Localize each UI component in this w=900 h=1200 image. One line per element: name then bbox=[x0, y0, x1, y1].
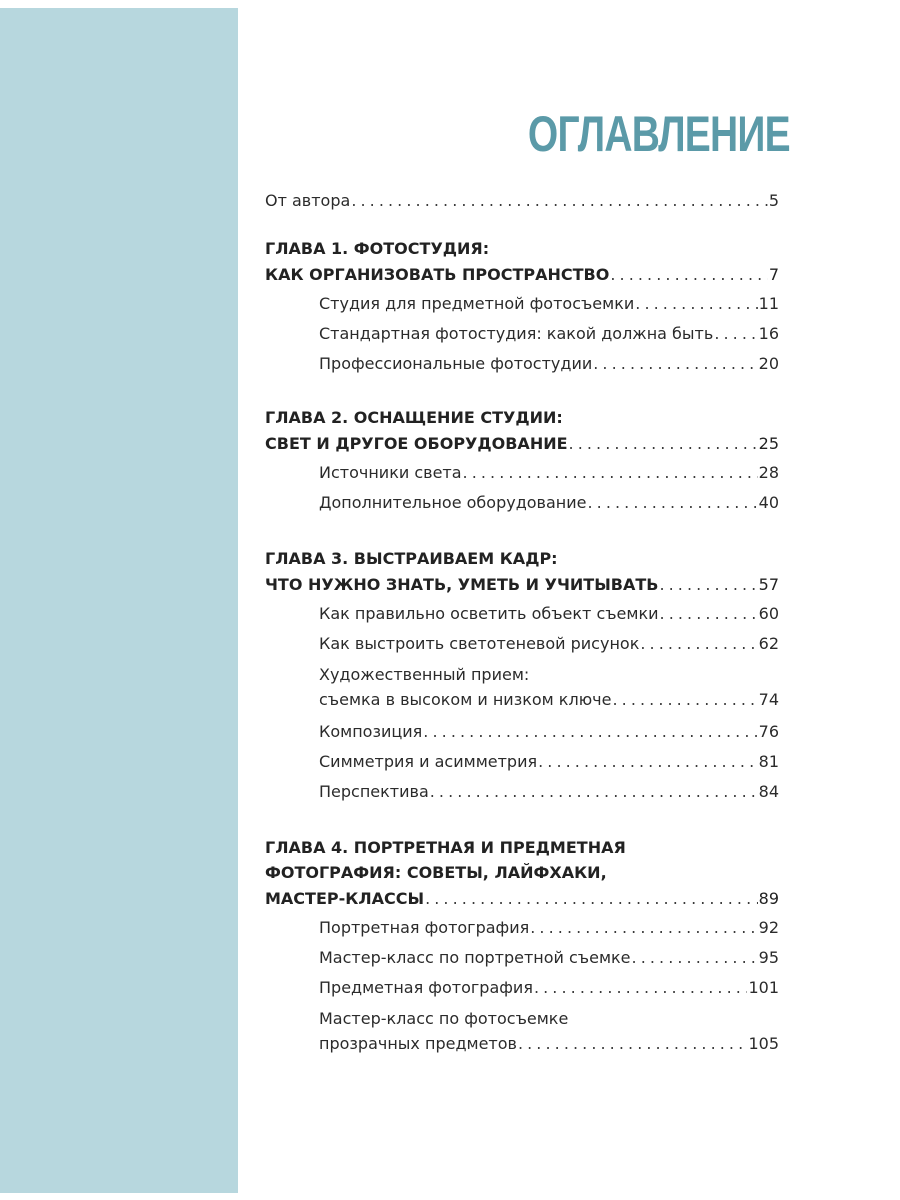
dot-leader bbox=[635, 289, 757, 319]
dot-leader bbox=[425, 885, 758, 913]
dot-leader bbox=[351, 186, 768, 216]
dot-leader bbox=[612, 687, 757, 712]
subsection-list bbox=[319, 458, 779, 518]
toc-entry-label: Симметрия и асимметрия bbox=[319, 752, 538, 771]
dot-leader bbox=[530, 913, 757, 943]
dot-leader bbox=[640, 629, 757, 659]
toc-entry-chapter-2[interactable] bbox=[265, 430, 779, 458]
toc-chapter-3 bbox=[265, 546, 779, 807]
toc-page-number: 11 bbox=[758, 294, 779, 313]
toc-page-number: 60 bbox=[758, 604, 779, 623]
toc-entry-label: Композиция bbox=[319, 722, 423, 741]
chapter-heading: ГЛАВА 1. ФОТОСТУДИЯ: bbox=[265, 239, 490, 258]
toc-entry-intro[interactable] bbox=[265, 186, 779, 216]
chapter-heading: ФОТОГРАФИЯ: СОВЕТЫ, ЛАЙФХАКИ, bbox=[265, 863, 607, 882]
toc-page-number: 81 bbox=[758, 752, 779, 771]
toc-entry-chapter-1[interactable] bbox=[265, 261, 779, 289]
subsection-list bbox=[319, 913, 779, 1056]
toc-entry[interactable] bbox=[319, 349, 779, 379]
toc-page-number: 101 bbox=[748, 978, 779, 997]
dot-leader bbox=[714, 319, 757, 349]
toc-chapter-2 bbox=[265, 405, 779, 518]
chapter-heading: КАК ОРГАНИЗОВАТЬ ПРОСТРАНСТВО bbox=[265, 265, 610, 284]
toc-entry-label: Источники света bbox=[319, 463, 462, 482]
table-of-contents bbox=[265, 186, 779, 1061]
toc-entry[interactable] bbox=[319, 319, 779, 349]
dot-leader bbox=[593, 349, 757, 379]
toc-entry-multiline[interactable] bbox=[319, 662, 779, 712]
toc-page-number: 74 bbox=[758, 690, 779, 709]
toc-entry-label: Как правильно осветить объект съемки bbox=[319, 604, 659, 623]
chapter-heading: ЧТО НУЖНО ЗНАТЬ, УМЕТЬ И УЧИТЫВАТЬ bbox=[265, 575, 659, 594]
toc-page-number: 57 bbox=[758, 575, 779, 594]
toc-entry[interactable] bbox=[319, 458, 779, 488]
toc-entry-label: Дополнительное оборудование bbox=[319, 493, 587, 512]
toc-page-number: 7 bbox=[768, 265, 779, 284]
toc-entry-label: Как выстроить светотеневой рисунок bbox=[319, 634, 640, 653]
toc-entry[interactable] bbox=[319, 289, 779, 319]
toc-chapter-1 bbox=[265, 236, 779, 379]
toc-entry-label: съемка в высоком и низком ключе bbox=[319, 690, 612, 709]
toc-entry-label: прозрачных предметов bbox=[319, 1034, 517, 1053]
dot-leader bbox=[430, 777, 758, 807]
dot-leader bbox=[659, 571, 757, 599]
toc-page-number: 20 bbox=[758, 354, 779, 373]
dot-leader bbox=[632, 943, 758, 973]
toc-entry-label: Профессиональные фотостудии bbox=[319, 354, 593, 373]
toc-entry-chapter-3[interactable] bbox=[265, 571, 779, 599]
dot-leader bbox=[610, 261, 767, 289]
page-title: ОГЛАВЛЕНИЕ bbox=[528, 106, 790, 162]
chapter-heading: СВЕТ И ДРУГОЕ ОБОРУДОВАНИЕ bbox=[265, 434, 568, 453]
toc-entry[interactable] bbox=[319, 973, 779, 1003]
toc-entry-label: Стандартная фотостудия: какой должна быть bbox=[319, 324, 714, 343]
toc-entry[interactable] bbox=[319, 943, 779, 973]
toc-entry[interactable] bbox=[319, 777, 779, 807]
dot-leader bbox=[569, 430, 758, 458]
toc-entry bbox=[319, 687, 779, 712]
toc-entry-label: Портретная фотография bbox=[319, 918, 530, 937]
toc-entry-multiline[interactable] bbox=[319, 1006, 779, 1056]
toc-page-number: 28 bbox=[758, 463, 779, 482]
toc-page-number: 25 bbox=[758, 434, 779, 453]
dot-leader bbox=[423, 717, 757, 747]
toc-entry-label: Предметная фотография bbox=[319, 978, 533, 997]
toc-entry[interactable] bbox=[319, 599, 779, 629]
toc-page-number: 89 bbox=[758, 889, 779, 908]
toc-page-number: 105 bbox=[748, 1034, 779, 1053]
dot-leader bbox=[518, 1031, 748, 1056]
subsection-list bbox=[319, 289, 779, 379]
dot-leader bbox=[660, 599, 758, 629]
toc-entry[interactable] bbox=[319, 488, 779, 518]
toc-page-number: 95 bbox=[758, 948, 779, 967]
side-color-band bbox=[0, 8, 238, 1193]
toc-entry[interactable] bbox=[319, 717, 779, 747]
chapter-heading: ГЛАВА 2. ОСНАЩЕНИЕ СТУДИИ: bbox=[265, 408, 563, 427]
toc-entry-label: Художественный прием: bbox=[319, 665, 530, 684]
toc-entry[interactable] bbox=[319, 629, 779, 659]
toc-page-number: 16 bbox=[758, 324, 779, 343]
toc-page-number: 84 bbox=[758, 782, 779, 801]
toc-entry-label: Мастер-класс по фотосъемке bbox=[319, 1009, 569, 1028]
subsection-list bbox=[319, 599, 779, 807]
toc-page-number: 76 bbox=[758, 722, 779, 741]
dot-leader bbox=[534, 973, 748, 1003]
toc-entry-label: Перспектива bbox=[319, 782, 429, 801]
toc-entry-label: От автора bbox=[265, 191, 351, 210]
toc-chapter-4 bbox=[265, 835, 779, 1056]
toc-page-number: 5 bbox=[768, 191, 779, 210]
toc-page-number: 62 bbox=[758, 634, 779, 653]
toc-entry-label: Студия для предметной фотосъемки bbox=[319, 294, 635, 313]
toc-entry-label: Мастер-класс по портретной съемке bbox=[319, 948, 631, 967]
toc-page-number: 40 bbox=[758, 493, 779, 512]
toc-page-number: 92 bbox=[758, 918, 779, 937]
toc-entry-chapter-4[interactable] bbox=[265, 885, 779, 913]
toc-entry[interactable] bbox=[319, 747, 779, 777]
toc-entry[interactable] bbox=[319, 913, 779, 943]
dot-leader bbox=[538, 747, 758, 777]
chapter-heading: ГЛАВА 4. ПОРТРЕТНАЯ И ПРЕДМЕТНАЯ bbox=[265, 838, 626, 857]
dot-leader bbox=[463, 458, 758, 488]
toc-entry bbox=[319, 1031, 779, 1056]
chapter-heading: ГЛАВА 3. ВЫСТРАИВАЕМ КАДР: bbox=[265, 549, 558, 568]
dot-leader bbox=[587, 488, 757, 518]
chapter-heading: МАСТЕР-КЛАССЫ bbox=[265, 889, 425, 908]
